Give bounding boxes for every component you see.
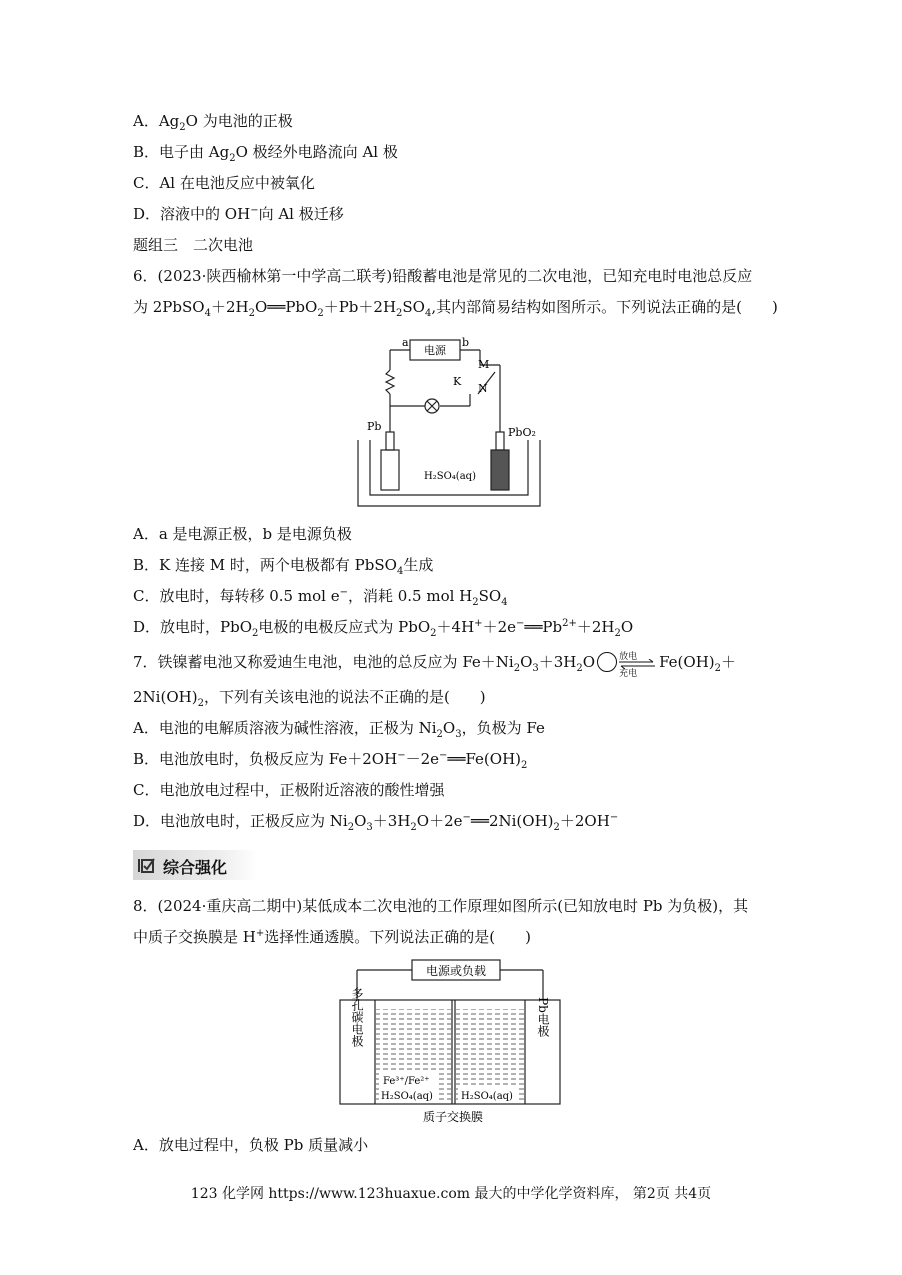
right-solution-label: H₂SO₄(aq): [461, 1091, 513, 1102]
terminal-a-label: a: [402, 336, 409, 349]
q6-option-b: B．K 连接 M 时，两个电极都有 PbSO$_4$生成: [133, 556, 434, 577]
q5-option-b: B．电子由 $Ag_2O$ 极经外电路流向 Al 极: [133, 143, 398, 164]
switch-n-label: N: [478, 382, 488, 395]
membrane-label: 质子交换膜: [422, 1110, 484, 1124]
q6-option-c: C．放电时，每转移 0.5 mol e−，消耗 0.5 mol $H_2SO_4$: [133, 587, 508, 608]
switch-m-label: M: [478, 358, 490, 371]
q7-option-b: B．电池放电时，负极反应为 $Fe+2OH^--2e^-══Fe(OH)_2$: [133, 750, 528, 771]
lead-acid-battery-diagram: [340, 330, 570, 512]
switch-k-label: K: [453, 375, 462, 388]
q5-option-c: C．Al 在电池反应中被氧化: [133, 174, 315, 192]
q7-option-d: D．电池放电时，正极反应为 $Ni_2O_3+3H_2O+2e^-══2Ni(OH)_2+2OH^-$: [133, 812, 619, 833]
q6-option-d: D．放电时，PbO$_2$电极的电极反应式为 $PbO_2+4H^++2e^-══Pb^{2+}+2H_2O$: [133, 618, 634, 639]
q7-option-a: A．电池的电解质溶液为碱性溶液，正极为 $Ni_2O_3$，负极为 Fe: [133, 719, 545, 740]
q8-stem-line2: 中质子交换膜是 H+选择性通透膜。下列说法正确的是( ): [133, 928, 531, 946]
q7-stem-line1: 7．铁镍蓄电池又称爱迪生电池，电池的总反应为 $Fe+Ni_2O_3+3H_2O$ 放电 充电 $Fe(OH)_2+$: [133, 652, 737, 679]
power-or-load-label: 电源或负载: [425, 964, 487, 978]
section-title: 综合强化: [163, 858, 228, 877]
q7-stem-line2: $2Ni(OH)_2$，下列有关该电池的说法不正确的是( ): [133, 688, 486, 709]
q6-stem-line2: 为 $2PbSO_4+2H_2O══PbO_2+Pb+2H_2SO_4$,其内部简易结构如图所示。下列说法正确的是( ): [133, 298, 778, 319]
fe-ion-label: Fe³⁺/Fe²⁺: [383, 1076, 430, 1087]
secondary-battery-diagram: [335, 957, 565, 1127]
porous-carbon-electrode-label: 多孔碳电极: [350, 987, 364, 1047]
q8-stem-line1: 8．(2024·重庆高二期中)某低成本二次电池的工作原理如图所示(已知放电时 Pb 为负极)，其: [133, 897, 749, 915]
electrolyte-label: H₂SO₄(aq): [424, 471, 476, 482]
group-heading: 题组三 二次电池: [133, 236, 254, 254]
q8-option-a: A．放电过程中，负极 Pb 质量减小: [133, 1136, 369, 1154]
q6-option-a: A．a 是电源正极，b 是电源负极: [133, 525, 352, 543]
left-solution-label: H₂SO₄(aq): [381, 1091, 433, 1102]
reversible-arrow: 放电 充电: [595, 653, 659, 673]
section-heading: [133, 850, 258, 880]
page-footer: 123 化学网 https://www.123huaxue.com 最大的中学化学资料库， 第2页 共4页: [190, 1186, 712, 1202]
q5-option-a: A．$Ag_2O$ 为电池的正极: [133, 112, 293, 133]
q7-option-c: C．电池放电过程中，正极附近溶液的酸性增强: [133, 781, 445, 799]
terminal-b-label: b: [462, 336, 470, 349]
checkbox-icon: [137, 856, 155, 874]
q5-option-d: D．溶液中的 OH−向 Al 极迁移: [133, 205, 344, 223]
pbo2-label: PbO₂: [508, 426, 536, 439]
power-label: 电源: [424, 344, 446, 357]
q6-stem-line1: 6．(2023·陕西榆林第一中学高二联考)铅酸蓄电池是常见的二次电池，已知充电时电池总反应: [133, 267, 753, 285]
pb-label: Pb: [367, 420, 382, 433]
pb-electrode-label: Pb电极: [536, 997, 550, 1037]
